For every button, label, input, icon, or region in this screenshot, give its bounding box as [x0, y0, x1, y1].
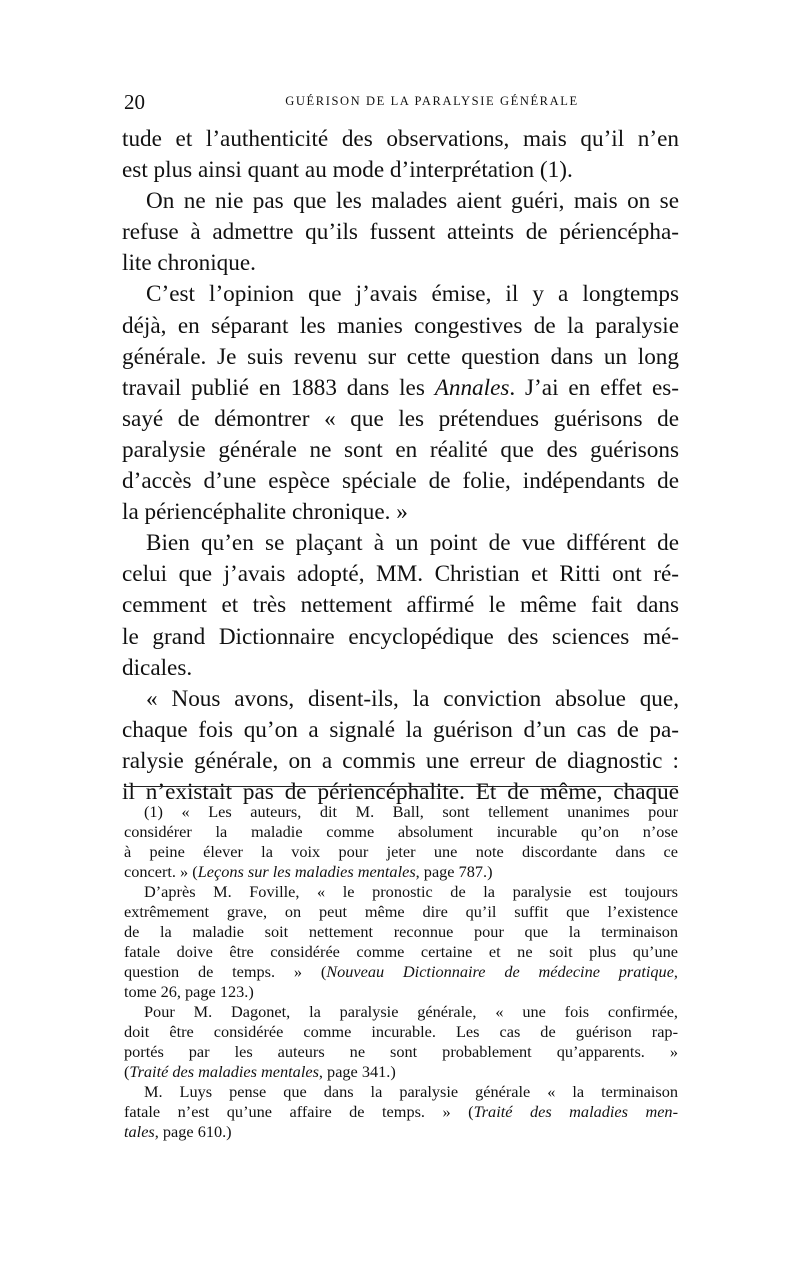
footnote-line-text: fatale n’est qu’une affaire de temps. » (: [124, 1102, 474, 1121]
footnote-line: [124, 882, 678, 902]
body-line-text: tude et l’authenticité des observations, mais qu’il n’en: [122, 126, 679, 152]
body-line-text: est plus ainsi quant au mode d’interprétation (1).: [122, 157, 573, 184]
footnote-line-text: extrêmement grave, on peut même dire qu’il suffit que l’existence: [124, 902, 678, 921]
body-line: [122, 497, 679, 528]
footnote-line: [124, 802, 678, 822]
footnote-line-text: fatale doive être considérée comme certaine et ne soit plus qu’une: [124, 942, 678, 961]
body-line-text: chaque fois qu’on a signalé la guérison d’un cas de pa-: [122, 716, 679, 743]
body-line-text: Bien qu’en se plaçant à un point de vue différent de: [146, 530, 679, 557]
footnote-line-text: considérer la maladie comme absolument incurable qu’on n’ose: [124, 822, 678, 841]
footnote-line: [124, 1062, 678, 1082]
body-line-text: sayé de démontrer « que les prétendues guérisons de: [122, 405, 679, 432]
footnote-line-text: question de temps. » (: [124, 962, 327, 981]
footnote-line-text: (: [124, 1062, 130, 1081]
footnote-line: [124, 902, 678, 922]
main-text: [122, 124, 679, 808]
body-line-text: celui que j’avais adopté, MM. Christian et Ritti ont ré-: [122, 561, 679, 588]
body-line: [122, 590, 679, 621]
footnote-line-italic-title: Traité des maladies men-: [473, 1102, 678, 1121]
body-line: [122, 715, 679, 746]
footnote-line: [124, 1102, 678, 1122]
running-title: GUÉRISON DE LA PARALYSIE GÉNÉRALE: [285, 94, 579, 108]
footnote-line: [124, 1002, 678, 1022]
footnote-line-text-after: , page 341.): [318, 1062, 396, 1081]
body-line: [122, 622, 679, 653]
body-line: [122, 746, 679, 777]
footnote-line-text: à peine élever la voix pour jeter une note discordante dans ce: [124, 842, 678, 861]
footnote-line-text: (1) « Les auteurs, dit M. Ball, sont tellement unanimes pour: [144, 802, 678, 821]
body-line: [122, 435, 679, 466]
body-line-text: cemment et très nettement affirmé le même fait dans: [122, 592, 679, 619]
body-line-text: lite chronique.: [122, 250, 256, 277]
page-number: 20: [124, 90, 145, 114]
footnote-line: [124, 862, 678, 882]
body-line-text: il n’existait pas de périencéphalite. Et de même, chaque: [122, 778, 679, 805]
footnote-line-italic-title: tales: [124, 1122, 155, 1141]
footnote-line-text: tome 26, page 123.): [124, 982, 254, 1001]
body-line: [122, 528, 679, 559]
body-line: [122, 279, 679, 310]
footnote-line-text: Pour M. Dagonet, la paralysie générale, « une fois confirmée,: [144, 1002, 678, 1021]
body-line-text: travail publié en 1883 dans les: [122, 374, 435, 401]
body-line: [122, 124, 679, 155]
body-line-text-after: . J’ai en effet es-: [509, 374, 679, 401]
body-line-text: d’accès d’une espèce spéciale de folie, indépendants de: [122, 468, 679, 495]
body-line: [122, 373, 679, 404]
body-line-text: dicales.: [122, 654, 193, 681]
body-line-text: C’est l’opinion que j’avais émise, il y a longtemps: [146, 281, 679, 308]
body-line-text: générale. Je suis revenu sur cette question dans un long: [122, 343, 679, 370]
body-line-text: le grand Dictionnaire encyclopédique des sciences mé-: [122, 623, 679, 650]
footnote-line: [124, 822, 678, 842]
body-line-text: ralysie générale, on a commis une erreur de diagnostic :: [122, 747, 679, 774]
footnote-line: [124, 942, 678, 962]
footnote-line: [124, 1042, 678, 1062]
footnote-line: [124, 962, 678, 982]
body-line: [122, 466, 679, 497]
body-line-text: paralysie générale ne sont en réalité que des guérisons: [122, 436, 679, 463]
footnote-line-text-after: , page 787.): [415, 862, 493, 881]
body-line: [122, 248, 679, 279]
footnote-line-italic-title: Leçons sur les maladies mentales: [197, 862, 416, 881]
body-line: [122, 155, 679, 186]
footnote-line: [124, 1082, 678, 1102]
body-line: [122, 342, 679, 373]
footnote-line: [124, 1022, 678, 1042]
footnote-line-text: doit être considérée comme incurable. Les cas de guérison rap-: [124, 1022, 678, 1041]
body-line: [122, 404, 679, 435]
body-line-text: refuse à admettre qu’ils fussent atteints de périencépha-: [122, 219, 679, 246]
body-line: [122, 684, 679, 715]
footnote-line-italic-title: Nouveau Dictionnaire de médecine pratique: [326, 962, 674, 981]
footnotes: [124, 802, 678, 1142]
body-line-text: On ne nie pas que les malades aient guéri, mais on se: [146, 188, 679, 215]
body-line: [122, 217, 679, 248]
body-line: [122, 559, 679, 590]
footnote-line-text: de la maladie soit nettement reconnue pour que la terminaison: [124, 922, 678, 941]
footnote-line-text-after: ,: [673, 962, 678, 981]
footnote-line-italic-title: Traité des maladies mentales: [129, 1062, 319, 1081]
footnote-line-text: M. Luys pense que dans la paralysie générale « la terminaison: [144, 1082, 678, 1101]
body-line-text: déjà, en séparant les manies congestives de la paralysie: [122, 312, 679, 339]
body-line-italic-title: Annales: [434, 374, 510, 401]
footnote-line-text: D’après M. Foville, « le pronostic de la paralysie est toujours: [144, 882, 678, 901]
footnote-line-text: portés par les auteurs ne sont probablement qu’apparents. »: [124, 1042, 678, 1061]
footnote-line: [124, 842, 678, 862]
footnote-line: [124, 982, 678, 1002]
footnote-line: [124, 922, 678, 942]
page-header: [124, 90, 680, 120]
footnote-line-text: concert. » (: [124, 862, 198, 881]
body-line: [122, 653, 679, 684]
body-line-text: « Nous avons, disent-ils, la conviction absolue que,: [146, 685, 679, 712]
footnote-rule: [124, 786, 678, 787]
body-line: [122, 311, 679, 342]
body-line-text: la périencéphalite chronique. »: [122, 499, 408, 526]
body-line: [122, 186, 679, 217]
footnote-line: [124, 1122, 678, 1142]
footnote-line-text-after: , page 610.): [154, 1122, 232, 1141]
